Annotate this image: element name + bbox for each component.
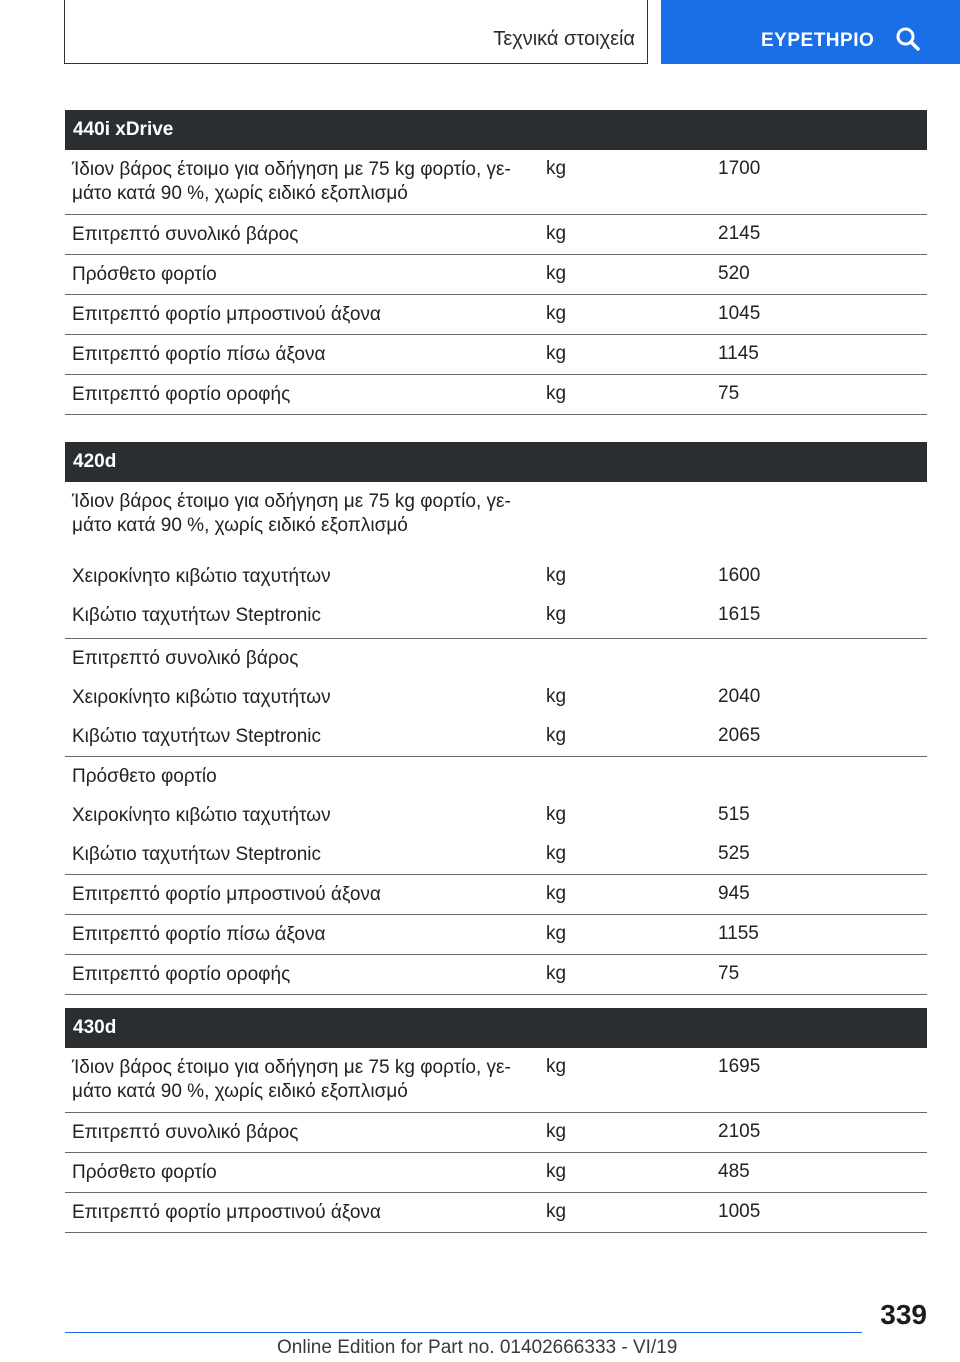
- row-unit: kg: [546, 1056, 567, 1077]
- row-label: Χειροκίνητο κιβώτιο ταχυτήτων: [72, 805, 331, 826]
- row-unit: kg: [546, 843, 567, 864]
- edition-info: Online Edition for Part no. 01402666333 - VI/19: [277, 1337, 678, 1358]
- row-value: 515: [718, 804, 750, 825]
- row-label: Χειροκίνητο κιβώτιο ταχυτήτων: [72, 687, 331, 708]
- row-label: Κιβώτιο ταχυτήτων Steptronic: [72, 605, 322, 626]
- row-value: 1600: [718, 565, 761, 586]
- section-header-box: [64, 0, 648, 64]
- row-unit: kg: [546, 223, 567, 244]
- row-value: 2040: [718, 686, 761, 707]
- table-row: [65, 150, 927, 215]
- row-unit: kg: [546, 804, 567, 825]
- row-label: Επιτρεπτό φορτίο οροφής: [72, 964, 291, 985]
- row-value: 2145: [718, 223, 761, 244]
- row-value: 1700: [718, 158, 761, 179]
- row-unit: kg: [546, 1161, 567, 1182]
- row-value: 2065: [718, 725, 761, 746]
- table-row: [65, 1153, 927, 1193]
- table-row: [65, 375, 927, 415]
- table-row: [65, 1048, 927, 1113]
- row-label: Κιβώτιο ταχυτήτων Steptronic: [72, 726, 322, 747]
- row-label: Πρόσθετο φορτίο: [72, 766, 217, 787]
- table-title: 430d: [65, 1008, 927, 1048]
- table-row: [65, 835, 927, 875]
- row-unit: kg: [546, 883, 567, 904]
- row-value: 75: [718, 963, 740, 984]
- page-number: 339: [880, 1299, 927, 1330]
- table-row: [65, 875, 927, 915]
- row-value: 1145: [718, 343, 759, 364]
- spec-table-430d: [65, 1008, 927, 1233]
- footer-divider: [65, 1332, 862, 1333]
- row-unit: kg: [546, 725, 567, 746]
- section-title: Τεχνικά στοιχεία: [493, 28, 635, 50]
- row-label: Επιτρεπτό φορτίο μπροστινού άξονα: [72, 884, 381, 905]
- row-unit: kg: [546, 963, 567, 984]
- row-label: Επιτρεπτό φορτίο πίσω άξονα: [72, 344, 326, 365]
- table-row: [65, 215, 927, 255]
- table-title: 440i xDrive: [65, 110, 927, 150]
- row-value: 1045: [718, 303, 761, 324]
- table-row: [65, 678, 927, 717]
- spec-table-440i: [65, 110, 927, 415]
- table-row: [65, 1193, 927, 1233]
- table-row: [65, 796, 927, 835]
- table-row: [65, 557, 927, 596]
- row-unit: kg: [546, 923, 567, 944]
- row-label: Ίδιον βάρος έτοιμο για οδήγηση με 75 kg φορτίο, γε-μάτο κατά 90 %, χωρίς ειδικό εξοπλισμό: [72, 1057, 511, 1102]
- table-row: [65, 717, 927, 757]
- table-row: [65, 915, 927, 955]
- row-label: Επιτρεπτό φορτίο πίσω άξονα: [72, 924, 326, 945]
- row-label: Ίδιον βάρος έτοιμο για οδήγηση με 75 kg φορτίο, γε-μάτο κατά 90 %, χωρίς ειδικό εξοπλισμό: [72, 491, 511, 536]
- row-label: Ίδιον βάρος έτοιμο για οδήγηση με 75 kg φορτίο, γε-μάτο κατά 90 %, χωρίς ειδικό εξοπλισμό: [72, 159, 511, 204]
- row-label: Πρόσθετο φορτίο: [72, 1162, 217, 1183]
- table-title: 420d: [65, 442, 927, 482]
- table-row: [65, 955, 927, 995]
- row-label: Επιτρεπτό φορτίο μπροστινού άξονα: [72, 1202, 381, 1223]
- row-value: 1615: [718, 604, 761, 625]
- row-value: 1005: [718, 1201, 761, 1222]
- row-label: Επιτρεπτό φορτίο οροφής: [72, 384, 291, 405]
- row-value: 1155: [718, 923, 759, 944]
- row-value: 520: [718, 263, 750, 284]
- row-value: 525: [718, 843, 750, 864]
- row-unit: kg: [546, 1121, 567, 1142]
- row-label: Επιτρεπτό φορτίο μπροστινού άξονα: [72, 304, 381, 325]
- row-value: 1695: [718, 1056, 761, 1077]
- row-unit: kg: [546, 263, 567, 284]
- table-row: [65, 596, 927, 639]
- row-label: Χειροκίνητο κιβώτιο ταχυτήτων: [72, 566, 331, 587]
- search-icon: [895, 26, 921, 52]
- table-row: [65, 482, 927, 557]
- table-row: [65, 295, 927, 335]
- row-unit: kg: [546, 343, 567, 364]
- table-row: [65, 639, 927, 678]
- row-unit: kg: [546, 604, 567, 625]
- index-label: ΕΥΡΕΤΗΡΙΟ: [761, 30, 875, 51]
- row-label: Πρόσθετο φορτίο: [72, 264, 217, 285]
- row-label: Επιτρεπτό συνολικό βάρος: [72, 1122, 299, 1143]
- row-unit: kg: [546, 1201, 567, 1222]
- row-label: Κιβώτιο ταχυτήτων Steptronic: [72, 844, 322, 865]
- row-unit: kg: [546, 158, 567, 179]
- row-unit: kg: [546, 565, 567, 586]
- row-value: 945: [718, 883, 750, 904]
- table-row: [65, 335, 927, 375]
- row-value: 75: [718, 383, 740, 404]
- row-unit: kg: [546, 686, 567, 707]
- row-unit: kg: [546, 383, 567, 404]
- row-value: 2105: [718, 1121, 761, 1142]
- table-row: [65, 1113, 927, 1153]
- index-button[interactable]: [661, 0, 960, 64]
- row-label: Επιτρεπτό συνολικό βάρος: [72, 224, 299, 245]
- table-row: [65, 255, 927, 295]
- spec-table-420d: [65, 442, 927, 995]
- row-unit: kg: [546, 303, 567, 324]
- row-label: Επιτρεπτό συνολικό βάρος: [72, 648, 299, 669]
- table-row: [65, 757, 927, 796]
- row-value: 485: [718, 1161, 750, 1182]
